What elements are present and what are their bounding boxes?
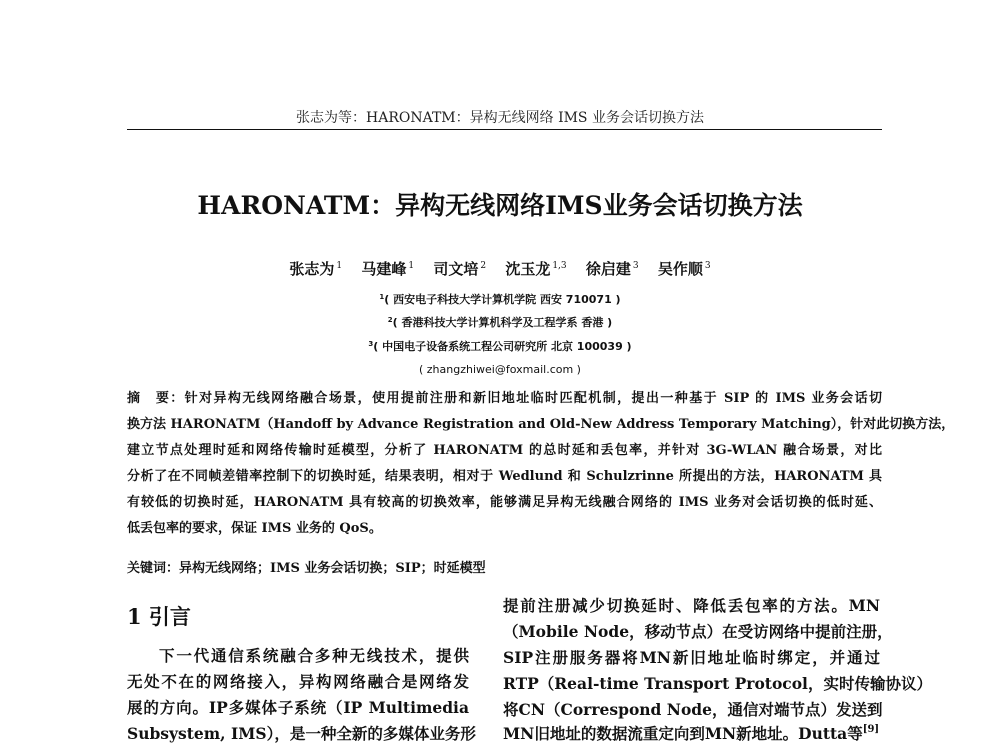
abstract-line: 低丢包率的要求，保证 IMS 业务的 QoS。 [127, 521, 382, 536]
author: 张志为 $^1$ [289, 260, 343, 278]
abstract-line: 建立节点处理时延和网络传输时延模型，分析了 HARONATM 的总时延和丢包率，并针对 3G-WLAN 融合场景，对比 [127, 443, 882, 458]
body-line: SIP注册服务器将MN新旧地址临时绑定，并通过 [503, 648, 880, 667]
author: 司文培 $^2$ [433, 260, 487, 278]
author-list [0, 258, 1000, 279]
author: 徐启建 $^3$ [585, 260, 639, 278]
paper-title: HARONATM：异构无线网络IMS业务会话切换方法 [197, 191, 803, 220]
abstract-line: 摘 要：针对异构无线网络融合场景，使用提前注册和新旧地址临时匹配机制，提出一种基于 SIP 的 IMS 业务会话切 [127, 391, 882, 406]
abstract-line: 换方法 HARONATM（Handoff by Advance Registration and Old-New Address Temporary Matching），针对此切换方法， [127, 417, 955, 432]
keywords: 关键词：异构无线网络；IMS 业务会话切换；SIP；时延模型 [127, 561, 486, 576]
body-line: MN旧地址的数据流重定向到MN新地址。Dutta等[9] [503, 724, 880, 743]
affiliation: $^3$( 中国电子设备系统工程公司研究所 北京 100039 ) [368, 340, 632, 353]
body-line: 展的方向。IP多媒体子系统（IP Multimedia [127, 698, 469, 717]
body-line: 提前注册减少切换延时、降低丢包率的方法。MN [503, 596, 880, 615]
citation-mark: [9] [862, 724, 880, 735]
affiliation: $^1$( 西安电子科技大学计算机学院 西安 710071 ) [379, 293, 621, 306]
body-line: （Mobile Node，移动节点）在受访网络中提前注册， [503, 622, 893, 641]
author: 沈玉龙 $^{1,3}$ [505, 260, 567, 278]
author: 马建峰 $^1$ [361, 260, 415, 278]
abstract-line: 分析了在不同帧差错率控制下的切换时延，结果表明，相对于 Wedlund 和 Schulzrinne 所提出的方法，HARONATM 具 [127, 469, 882, 484]
affiliation: $^2$( 香港科技大学计算机科学及工程学系 香港 ) [387, 316, 613, 329]
body-line: Subsystem, IMS），是一种全新的多媒体业务形 [127, 724, 476, 743]
running-head: 张志为等：HARONATM：异构无线网络 IMS 业务会话切换方法 [296, 110, 704, 126]
abstract-line: 有较低的切换时延，HARONATM 具有较高的切换效率，能够满足异构无线融合网络的 IMS 业务对会话切换的低时延、 [127, 495, 882, 510]
body-line: 下一代通信系统融合多种无线技术，提供 [159, 646, 469, 665]
body-line: 将CN（Correspond Node，通信对端节点）发送到 [503, 700, 883, 719]
author-email: ( zhangzhiwei@foxmail.com ) [419, 363, 581, 376]
body-line: 无处不在的网络接入，异构网络融合是网络发 [127, 672, 469, 691]
header-rule [127, 129, 882, 130]
body-line: RTP（Real-time Transport Protocol，实时传输协议） [503, 674, 932, 693]
author: 吴作顺 $^3$ [657, 260, 711, 278]
section-heading: 1 引言 [127, 604, 191, 629]
